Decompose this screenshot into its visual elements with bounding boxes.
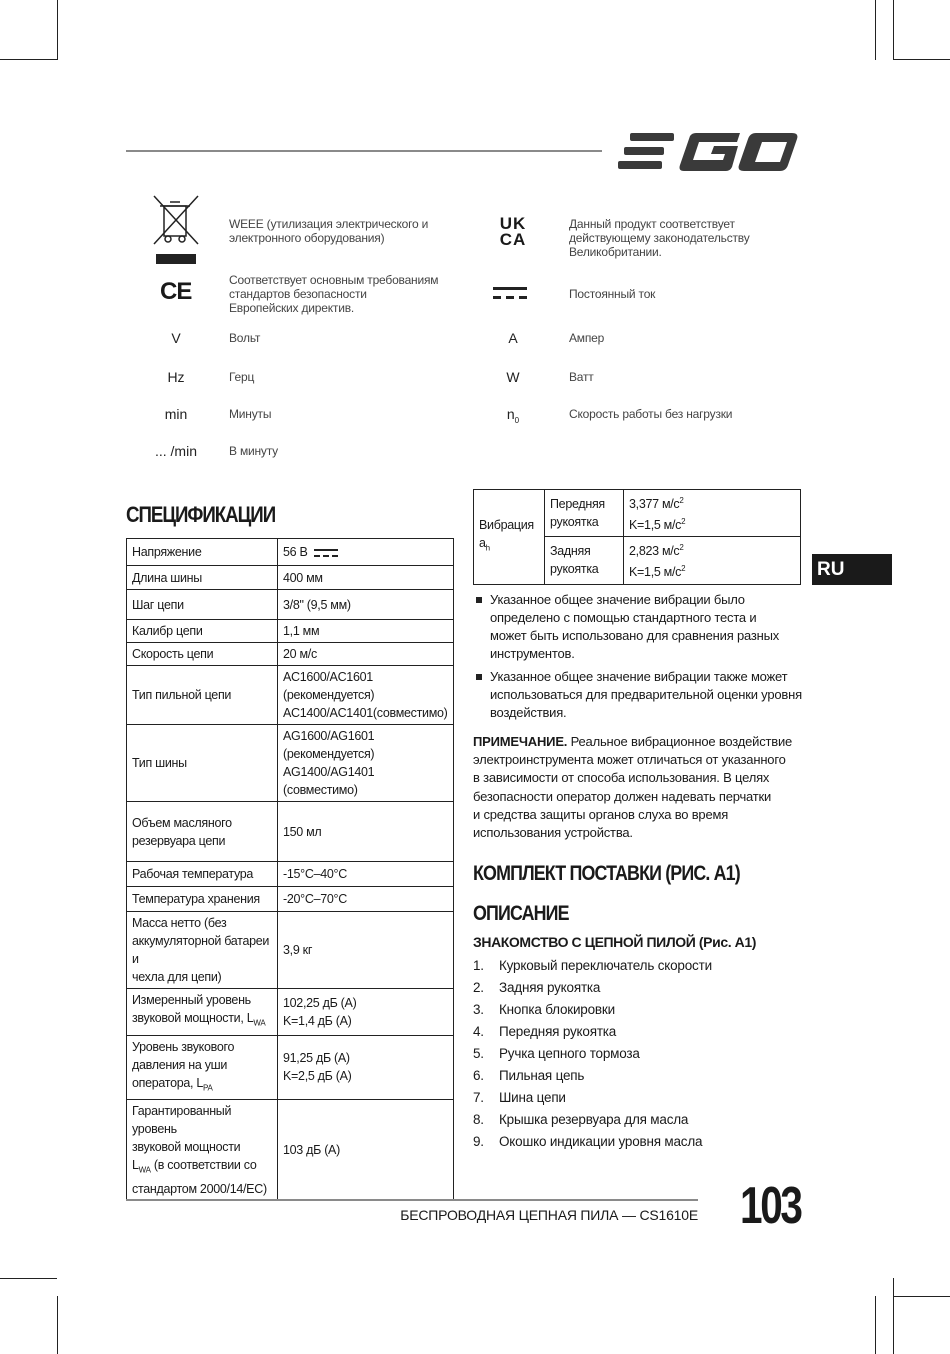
spec-key: Тип шины xyxy=(127,725,278,802)
vibration-part: Задняя рукоятка xyxy=(545,537,624,584)
spec-value: 150 мл xyxy=(278,802,454,862)
ego-logo-icon xyxy=(616,130,800,172)
spec-key: Измеренный уровень звуковой мощности, $L_{WA}$ xyxy=(127,989,278,1036)
spec-key: Длина шины xyxy=(127,566,278,590)
list-item: 5. Ручка цепного тормоза xyxy=(473,1046,640,1061)
description-heading: ОПИСАНИЕ xyxy=(473,902,569,925)
spec-value: 102,25 дБ (A) K=1,4 дБ (A) xyxy=(278,989,454,1036)
spec-key: Калибр цепи xyxy=(127,620,278,643)
bullet-icon xyxy=(476,674,482,680)
spec-value: 3/8" (9,5 мм) xyxy=(278,590,454,620)
list-item: 4. Передняя рукоятка xyxy=(473,1024,617,1039)
spec-value: AG1600/AG1601 (рекомендуется) AG1400/AG1401 (совместимо) xyxy=(278,725,454,802)
ukca-line-1: UK xyxy=(499,214,527,233)
page-number: 103 xyxy=(740,1177,801,1235)
direct-current-icon xyxy=(314,547,338,559)
table-row xyxy=(127,725,454,802)
table-row xyxy=(127,590,454,620)
direct-current-icon xyxy=(493,285,527,301)
spec-value: 91,25 дБ (A) K=2,5 дБ (A) xyxy=(278,1035,454,1100)
spec-key: Скорость цепи xyxy=(127,643,278,666)
table-row xyxy=(127,1100,454,1201)
spec-value: -15°C–40°C xyxy=(278,862,454,887)
spec-key: Гарантированный уровень звуковой мощности $L_{WA}$ (в соответствии со стандартом 2000/14/EC) xyxy=(127,1100,278,1201)
table-row xyxy=(127,887,454,912)
table-row xyxy=(127,620,454,643)
intro-heading: ЗНАКОМСТВО С ЦЕПНОЙ ПИЛОЙ (Рис. A1) xyxy=(473,934,757,950)
spec-key: Напряжение xyxy=(127,539,278,566)
spec-value: 56 В xyxy=(278,539,454,566)
spec-key: Шаг цепи xyxy=(127,590,278,620)
spec-key: Тип пильной цепи xyxy=(127,666,278,725)
spec-key: Рабочая температура xyxy=(127,862,278,887)
specs-heading: СПЕЦИФИКАЦИИ xyxy=(126,502,276,527)
ukca-mark-icon xyxy=(497,216,529,248)
symbol-desc-ukca: Данный продукт соответствует действующему законодательству Великобритании. xyxy=(569,217,750,259)
table-row xyxy=(127,1035,454,1100)
vibration-value: 2,823 $м/с^2$ K=1,5 $м/с^2$ xyxy=(624,537,801,584)
list-item: 7. Шина цепи xyxy=(473,1090,566,1105)
spec-key: Объем масляного резервуара цепи xyxy=(127,802,278,862)
kit-heading: КОМПЛЕКТ ПОСТАВКИ (РИС. A1) xyxy=(473,862,740,885)
list-item: 2. Задняя рукоятка xyxy=(473,980,601,995)
vibration-table xyxy=(473,489,801,585)
table-row xyxy=(127,912,454,989)
table-row xyxy=(127,566,454,590)
list-item: 3. Кнопка блокировки xyxy=(473,1002,615,1017)
spec-value: 20 м/с xyxy=(278,643,454,666)
symbol-per-minute: ... /min xyxy=(154,443,197,459)
spec-value: 400 мм xyxy=(278,566,454,590)
note-paragraph: ПРИМЕЧАНИЕ. Реальное вибрационное воздействие электроинструмента может отличаться от указанного в зависимости от способа использования. В целях безопасности оператор должен надевать перчатки и средства защиты органов слуха во время использования устройства. xyxy=(473,734,793,841)
symbol-hertz: Hz xyxy=(167,369,185,385)
footer-rule xyxy=(126,1199,698,1201)
list-item: 6. Пильная цепь xyxy=(473,1068,585,1083)
symbol-desc-volt: Вольт xyxy=(229,331,261,345)
symbol-volt: V xyxy=(171,330,181,346)
symbol-desc-ce: Соответствует основным требованиям стандартов безопасности Европейских директив. xyxy=(229,273,439,315)
table-row xyxy=(127,666,454,725)
spec-key: Температура хранения xyxy=(127,887,278,912)
symbol-watt: W xyxy=(506,369,520,385)
list-item: 1. Курковый переключатель скорости xyxy=(473,958,712,973)
spec-value: 1,1 мм xyxy=(278,620,454,643)
symbol-desc-hertz: Герц xyxy=(229,370,255,384)
symbol-desc-dc: Постоянный ток xyxy=(569,287,656,301)
table-row xyxy=(474,490,801,537)
list-item: 9. Окошко индикации уровня масла xyxy=(473,1134,703,1149)
symbol-desc-minutes: Минуты xyxy=(229,407,272,421)
symbol-desc-no-load-speed: Скорость работы без нагрузки xyxy=(569,407,733,421)
table-row xyxy=(127,989,454,1036)
table-row xyxy=(127,862,454,887)
footer-title: БЕСПРОВОДНАЯ ЦЕПНАЯ ПИЛА — CS1610E xyxy=(400,1207,698,1223)
spec-value: -20°C–70°C xyxy=(278,887,454,912)
weee-bin-icon xyxy=(150,192,202,266)
table-row xyxy=(127,802,454,862)
spec-value: 103 дБ (A) xyxy=(278,1100,454,1201)
vibration-part: Передняя рукоятка xyxy=(545,490,624,537)
spec-value: AC1600/AC1601 (рекомендуется) AC1400/AC1401(совместимо) xyxy=(278,666,454,725)
spec-key: Уровень звукового давления на уши оператора, $L_{PA}$ xyxy=(127,1035,278,1100)
header-rule xyxy=(126,150,602,152)
spec-key: Масса нетто (без аккумуляторной батареи и чехла для цепи) xyxy=(127,912,278,989)
list-item: Указанное общее значение вибрации было определено с помощью стандартного теста и может быть использовано для сравнения разных инструментов. xyxy=(473,591,813,663)
bullet-icon xyxy=(476,597,482,603)
table-row xyxy=(127,539,454,566)
symbol-ampere: A xyxy=(508,330,518,346)
vibration-value: 3,377 $м/с^2$ K=1,5 $м/с^2$ xyxy=(624,490,801,537)
symbol-desc-ampere: Ампер xyxy=(569,331,605,345)
symbol-desc-watt: Ватт xyxy=(569,370,594,384)
ukca-line-2: CA xyxy=(499,230,527,249)
specs-table xyxy=(126,538,454,1201)
list-item: Указанное общее значение вибрации также может использоваться для предварительной оценки уровня воздействия. xyxy=(473,668,813,722)
symbol-minutes: min xyxy=(164,406,188,422)
spec-value: 3,9 кг xyxy=(278,912,454,989)
language-tab: RU xyxy=(812,554,892,585)
symbol-desc-per-minute: В минуту xyxy=(229,444,278,458)
ego-logo xyxy=(616,130,800,172)
ce-mark-icon: CE xyxy=(160,278,192,305)
symbol-no-load-speed: $n_0$ xyxy=(506,406,520,425)
table-row xyxy=(127,643,454,666)
list-item: 8. Крышка резервуара для масла xyxy=(473,1112,689,1127)
vibration-label: Вибрация $a_h$ xyxy=(474,490,545,585)
symbol-desc-weee: WEEE (утилизация электрического и электронного оборудования) xyxy=(229,217,429,245)
